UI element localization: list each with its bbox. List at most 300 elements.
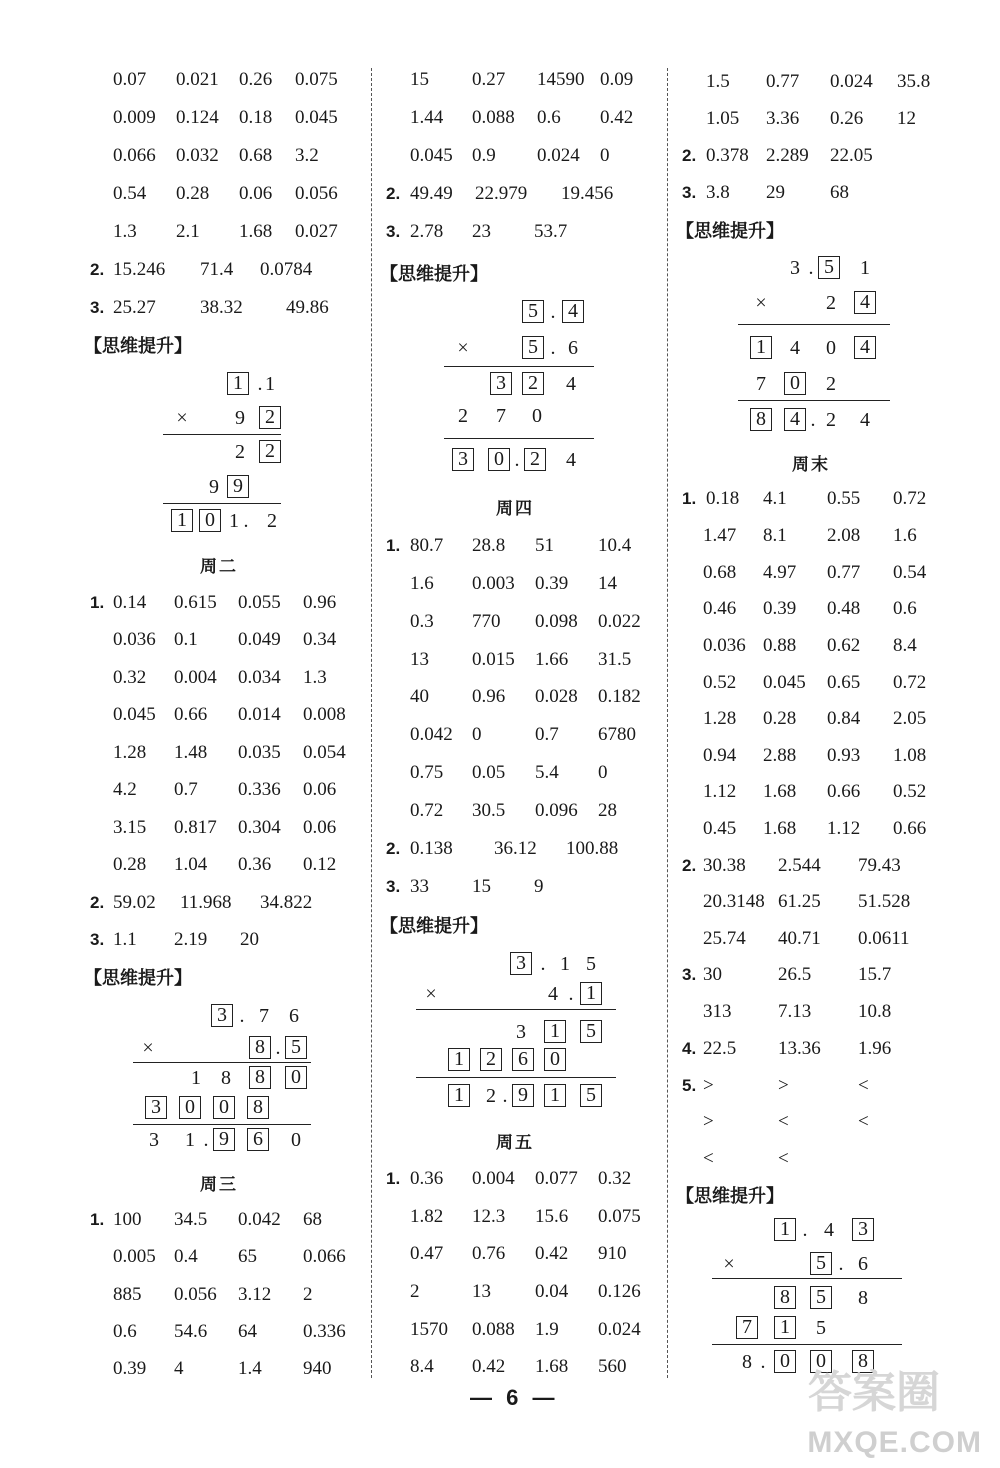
question-number: 3. (682, 183, 697, 202)
answer-row (386, 837, 618, 861)
section-header: 【思维提升】 (676, 221, 784, 242)
answer-value: 4.97 (763, 562, 797, 583)
answer-value: 65 (238, 1246, 257, 1267)
answer-value: 0.28 (176, 183, 210, 204)
answer-value: 0.045 (113, 704, 156, 725)
digit-box: 0 (810, 1350, 832, 1373)
answer-row (90, 891, 312, 915)
answer-value: 0.39 (763, 598, 797, 619)
digit: 1 (265, 373, 275, 395)
answer-row (113, 1357, 332, 1381)
answer-value: 0.024 (830, 71, 873, 92)
digit-box: 8 (852, 1350, 874, 1373)
answer-value: 0.65 (827, 672, 861, 693)
page-number: — 6 — (470, 1385, 559, 1410)
answer-value: 0.18 (706, 488, 740, 509)
digit-box: 6 (247, 1128, 269, 1151)
answer-value: 0.005 (113, 1246, 156, 1267)
question-number: 2. (90, 260, 105, 279)
answer-row (113, 68, 338, 92)
answer-value: 0.05 (472, 762, 506, 783)
digit: 6 (568, 337, 578, 359)
answer-value: 0.056 (295, 183, 338, 204)
multiply-sign: × (142, 1037, 154, 1059)
answer-value: 0.027 (295, 221, 338, 242)
answer-value: 1.9 (535, 1319, 559, 1340)
answer-row (682, 963, 891, 987)
digit: 6 (858, 1253, 868, 1275)
answer-row (706, 107, 916, 131)
answer-row (90, 296, 329, 320)
digit-box: 8 (249, 1066, 271, 1089)
section-header: 【思维提升】 (84, 968, 192, 989)
answer-value: 0.93 (827, 745, 861, 766)
answer-value: 0.066 (113, 145, 156, 166)
answer-value: 13 (410, 649, 429, 670)
answer-value: 5.4 (535, 762, 559, 783)
digit: 8 (858, 1287, 868, 1309)
digit-box: 5 (818, 256, 840, 279)
comparison-sign: < (778, 1111, 789, 1132)
answer-value: 2.1 (176, 221, 200, 242)
answer-value: 1.68 (535, 1356, 569, 1377)
digit-box: 1 (580, 982, 602, 1005)
section-header: 【思维提升】 (676, 1186, 784, 1207)
comparison-sign: < (703, 1148, 714, 1169)
answer-value: 0.7 (174, 779, 198, 800)
answer-value: 25.27 (113, 297, 156, 318)
answer-value: 0.27 (472, 69, 506, 90)
answer-row (703, 890, 910, 914)
answer-row (90, 1208, 322, 1232)
digit-box: 3 (145, 1096, 167, 1119)
digit: 3 (790, 257, 800, 279)
answer-value: 11.968 (180, 892, 232, 913)
digit-box: 9 (227, 475, 249, 498)
answer-row (113, 1245, 346, 1269)
answer-value: 0.09 (600, 69, 634, 90)
digit-box: 2 (259, 440, 281, 463)
answer-value: 34.822 (260, 892, 313, 913)
answer-value: 51.528 (858, 891, 911, 912)
answer-value: 0.182 (598, 686, 641, 707)
answer-row (113, 853, 336, 877)
digit: 3 (149, 1129, 159, 1151)
digit: . (550, 337, 556, 359)
answer-value: 10.8 (858, 1001, 892, 1022)
answer-value: 0.034 (238, 667, 281, 688)
answer-value: 20 (240, 929, 259, 950)
digit-box: 2 (259, 406, 281, 429)
question-number: 3. (90, 930, 105, 949)
answer-value: 0.77 (766, 71, 800, 92)
answer-value: 0.7 (535, 724, 559, 745)
answer-row (410, 761, 608, 785)
answer-value: 0.42 (535, 1243, 569, 1264)
answer-value: 1570 (410, 1319, 448, 1340)
digit-box: 3 (490, 372, 512, 395)
answer-value: 0.28 (763, 708, 797, 729)
answer-value: 9 (534, 876, 544, 897)
digit-box: 9 (213, 1128, 235, 1151)
rule-line (738, 400, 890, 401)
digit: 8 (221, 1067, 231, 1089)
answer-value: 0.9 (472, 145, 496, 166)
answer-value: 29 (766, 182, 785, 203)
answer-value: 2 (303, 1284, 313, 1305)
answer-value: 0.817 (174, 817, 217, 838)
answer-value: 2.05 (893, 708, 927, 729)
answer-value: 0.72 (893, 672, 927, 693)
multiply-sign: × (457, 337, 469, 359)
answer-value: 0.096 (535, 800, 578, 821)
digit: 9 (209, 476, 219, 498)
question-number: 1. (682, 489, 697, 508)
digit: 4 (824, 1219, 834, 1241)
answer-value: 0.07 (113, 69, 147, 90)
digit-box: 2 (480, 1048, 502, 1071)
digit-box: 4 (784, 408, 806, 431)
question-number: 1. (386, 536, 401, 555)
answer-value: 51 (535, 535, 554, 556)
answer-value: 0.26 (830, 108, 864, 129)
answer-value: 0.032 (176, 145, 219, 166)
answer-value: 0.336 (303, 1321, 346, 1342)
digit: 2 (826, 373, 836, 395)
answer-value: 1.44 (410, 107, 444, 128)
answer-value: 0.94 (703, 745, 737, 766)
answer-value: 22.979 (475, 183, 528, 204)
question-number: 2. (682, 146, 697, 165)
answer-value: 0.042 (410, 724, 453, 745)
answer-value: 0.55 (827, 488, 861, 509)
answer-row (682, 181, 849, 205)
digit: 4 (566, 449, 576, 471)
multiply-sign: × (723, 1253, 735, 1275)
answer-value: 1.08 (893, 745, 927, 766)
answer-value: 23 (472, 221, 491, 242)
rule-line (738, 324, 890, 325)
answer-value: 2.289 (766, 145, 809, 166)
digit-box: 0 (774, 1350, 796, 1373)
comparison-sign: > (703, 1111, 714, 1132)
answer-value: 79.43 (858, 855, 901, 876)
digit: . (808, 257, 814, 279)
answer-value: 1.68 (763, 818, 797, 839)
answer-value: 14 (598, 573, 617, 594)
answer-value: 0.66 (893, 818, 927, 839)
digit: . (243, 510, 249, 532)
answer-row (410, 1280, 641, 1304)
answer-value: 0.84 (827, 708, 861, 729)
answer-value: 19.456 (561, 183, 614, 204)
answer-row (703, 1000, 891, 1024)
answer-value: 0.34 (303, 629, 337, 650)
column-divider (371, 68, 372, 1378)
comparison-sign: > (778, 1075, 789, 1096)
digit: . (802, 1219, 808, 1241)
answer-value: 0.015 (472, 649, 515, 670)
answer-value: 1.47 (703, 525, 737, 546)
answer-row (113, 666, 327, 690)
answer-value: 0.52 (703, 672, 737, 693)
answer-value: 6780 (598, 724, 636, 745)
digit-box: 1 (774, 1218, 796, 1241)
answer-row (410, 685, 641, 709)
digit-box: 4 (562, 300, 584, 323)
answer-row (386, 182, 613, 206)
answer-row (90, 591, 336, 615)
answer-value: 0.6 (893, 598, 917, 619)
answer-value: 15.7 (858, 964, 892, 985)
digit: 7 (259, 1005, 269, 1027)
answer-row (386, 220, 567, 244)
answer-value: 15 (410, 69, 429, 90)
digit-box: 6 (512, 1048, 534, 1071)
answer-value: 0.04 (535, 1281, 569, 1302)
answer-row (113, 1283, 313, 1307)
answer-value: 2.88 (763, 745, 797, 766)
answer-value: 1.82 (410, 1206, 444, 1227)
answer-value: 0.14 (113, 592, 147, 613)
answer-value: 10.4 (598, 535, 632, 556)
answer-row (113, 1320, 346, 1344)
answer-value: 49.86 (286, 297, 329, 318)
answer-value: 0.88 (763, 635, 797, 656)
answer-value: 49.49 (410, 183, 453, 204)
answer-value: 0.26 (239, 69, 273, 90)
answer-value: 0.336 (238, 779, 281, 800)
multiply-sign: × (755, 292, 767, 314)
answer-value: 0.46 (703, 598, 737, 619)
answer-value: 1.5 (706, 71, 730, 92)
answer-value: 0.009 (113, 107, 156, 128)
digit: . (203, 1129, 209, 1151)
digit-box: 0 (285, 1066, 307, 1089)
digit: 1 (191, 1067, 201, 1089)
answer-row (703, 744, 926, 768)
answer-value: 0.54 (113, 183, 147, 204)
answer-value: 0.39 (535, 573, 569, 594)
multiply-sign: × (425, 983, 437, 1005)
answer-value: 0.028 (535, 686, 578, 707)
digit: 7 (496, 405, 506, 427)
rule-line (163, 434, 281, 435)
answer-value: 0.008 (303, 704, 346, 725)
digit: . (810, 409, 816, 431)
answer-value: 1.05 (706, 108, 740, 129)
digit: 5 (816, 1317, 826, 1339)
answer-value: 0.054 (303, 742, 346, 763)
week-title: 周四 (496, 499, 534, 519)
answer-value: 1.6 (410, 573, 434, 594)
answer-value: 0.045 (763, 672, 806, 693)
answer-row (113, 741, 346, 765)
answer-value: 4.2 (113, 779, 137, 800)
answer-value: 1.68 (763, 781, 797, 802)
answer-value: 1.96 (858, 1038, 892, 1059)
answer-value: 940 (303, 1358, 332, 1379)
answer-row (706, 70, 930, 94)
answer-value: 0.055 (238, 592, 281, 613)
digit-box: 1 (774, 1316, 796, 1339)
answer-row (410, 572, 617, 596)
question-number: 3. (386, 877, 401, 896)
answer-value: 0.036 (703, 635, 746, 656)
answer-value: 0.72 (410, 800, 444, 821)
answer-value: 0.075 (295, 69, 338, 90)
digit-box: 2 (522, 372, 544, 395)
answer-value: 36.12 (494, 838, 537, 859)
answer-value: 53.7 (534, 221, 568, 242)
answer-value: 13.36 (778, 1038, 821, 1059)
answer-value: 0.42 (472, 1356, 506, 1377)
answer-value: 1.12 (827, 818, 861, 839)
section-header: 【思维提升】 (84, 336, 192, 357)
rule-line (416, 1009, 616, 1010)
digit-box: 0 (213, 1096, 235, 1119)
digit-box: 5 (522, 300, 544, 323)
answer-row (113, 182, 338, 206)
answer-value: 0.76 (472, 1243, 506, 1264)
answer-row (703, 524, 917, 548)
answer-value: 1.3 (303, 667, 327, 688)
question-number: 3. (386, 222, 401, 241)
digit: . (540, 953, 546, 975)
digit: 1 (229, 510, 239, 532)
answer-value: 1.66 (535, 649, 569, 670)
digit-box: 4 (854, 291, 876, 314)
digit-box: 0 (544, 1048, 566, 1071)
multiply-sign: × (176, 407, 188, 429)
answer-value: 3.15 (113, 817, 147, 838)
answer-row (90, 928, 259, 952)
question-number: 2. (90, 893, 105, 912)
answer-value: 0.1 (174, 629, 198, 650)
answer-row (703, 634, 917, 658)
answer-value: 0.32 (598, 1168, 632, 1189)
comparison-sign: < (858, 1075, 869, 1096)
answer-row (386, 534, 631, 558)
answer-row (703, 1110, 869, 1134)
answer-row (113, 144, 319, 168)
week-title: 周五 (496, 1133, 534, 1153)
answer-value: 0.049 (238, 629, 281, 650)
answer-value: 28 (598, 800, 617, 821)
answer-value: 0.138 (410, 838, 453, 859)
answer-value: 40.71 (778, 928, 821, 949)
answer-value: 0.045 (410, 145, 453, 166)
answer-value: 0.042 (238, 1209, 281, 1230)
answer-value: 28.8 (472, 535, 506, 556)
answer-value: 12.3 (472, 1206, 506, 1227)
digit: 3 (516, 1021, 526, 1043)
answer-row (703, 561, 926, 585)
answer-value: 20.3148 (703, 891, 765, 912)
digit-box: 5 (810, 1286, 832, 1309)
answer-value: 64 (238, 1321, 257, 1342)
answer-value: 0.36 (238, 854, 272, 875)
rule-line (712, 1278, 902, 1279)
digit: . (239, 1005, 245, 1027)
digit-box: 3 (510, 952, 532, 975)
answer-value: 1.3 (113, 221, 137, 242)
answer-value: 0.014 (238, 704, 281, 725)
digit-box: 5 (285, 1036, 307, 1059)
answer-row (410, 1205, 641, 1229)
answer-value: 0.68 (239, 145, 273, 166)
answer-value: 0.36 (410, 1168, 444, 1189)
digit: . (838, 1253, 844, 1275)
comparison-sign: < (778, 1148, 789, 1169)
answer-row (703, 597, 917, 621)
answer-value: 3.12 (238, 1284, 272, 1305)
answer-value: 0.066 (303, 1246, 346, 1267)
answer-value: 0.96 (303, 592, 337, 613)
answer-value: 0.12 (303, 854, 337, 875)
answer-value: 68 (303, 1209, 322, 1230)
answer-value: 0.3 (410, 611, 434, 632)
answer-row (90, 258, 312, 282)
answer-row (682, 854, 901, 878)
answer-value: 0.098 (535, 611, 578, 632)
digit-box: 1 (750, 336, 772, 359)
digit: 2 (235, 441, 245, 463)
answer-value: 2 (410, 1281, 420, 1302)
answer-value: 7.13 (778, 1001, 812, 1022)
answer-value: 0.47 (410, 1243, 444, 1264)
answer-value: 0.0611 (858, 928, 910, 949)
answer-value: 0.32 (113, 667, 147, 688)
answer-row (682, 1037, 891, 1061)
digit-box: 8 (247, 1096, 269, 1119)
week-title: 周末 (792, 455, 830, 475)
answer-value: 100 (113, 1209, 142, 1230)
answer-value: 15.6 (535, 1206, 569, 1227)
digit: 0 (826, 337, 836, 359)
digit: . (568, 983, 574, 1005)
answer-row (113, 628, 336, 652)
answer-value: 1.04 (174, 854, 208, 875)
answer-value: 30.38 (703, 855, 746, 876)
digit-box: 1 (448, 1084, 470, 1107)
answer-row (113, 778, 336, 802)
answer-value: 61.25 (778, 891, 821, 912)
digit-box: 0 (784, 372, 806, 395)
answer-value: 0 (598, 762, 608, 783)
rule-line (416, 1077, 616, 1078)
answer-value: 2.544 (778, 855, 821, 876)
digit-box: 2 (524, 448, 546, 471)
answer-value: 0.48 (827, 598, 861, 619)
digit-box: 0 (179, 1096, 201, 1119)
answer-row (410, 610, 641, 634)
column-divider (667, 68, 668, 1378)
digit: 1 (860, 257, 870, 279)
answer-value: 13 (472, 1281, 491, 1302)
answer-row (703, 927, 910, 951)
answer-row (410, 68, 633, 92)
answer-value: 1.12 (703, 781, 737, 802)
answer-value: 0.056 (174, 1284, 217, 1305)
answer-row (410, 1318, 641, 1342)
answer-value: 0.72 (893, 488, 927, 509)
answer-value: 0.024 (598, 1319, 641, 1340)
digit: . (275, 1037, 281, 1059)
answer-value: 0.124 (176, 107, 219, 128)
answer-value: 885 (113, 1284, 142, 1305)
answer-value: 1.28 (703, 708, 737, 729)
